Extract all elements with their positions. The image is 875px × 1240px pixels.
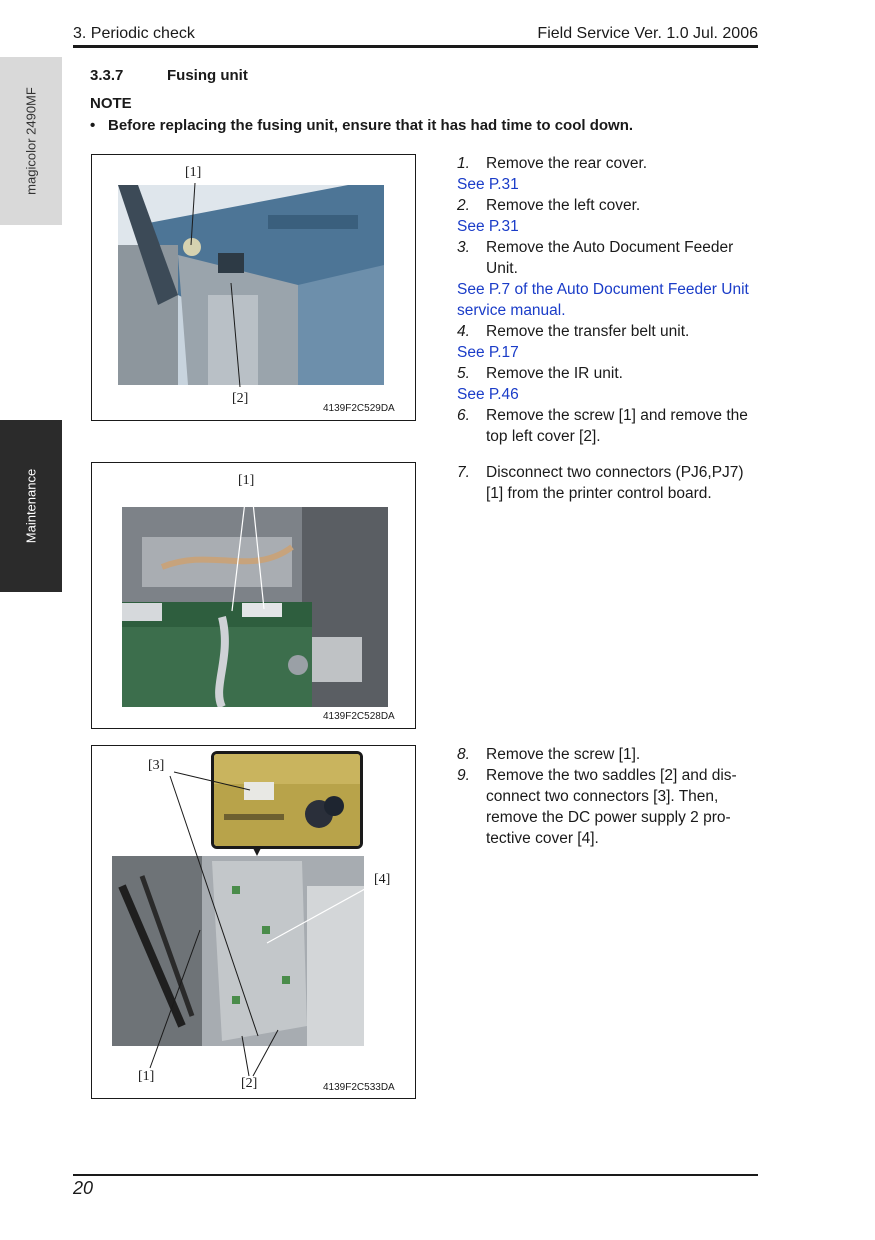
step-number: 1. (457, 155, 470, 172)
step-number: 3. (457, 239, 470, 256)
side-tab-maintenance (0, 420, 62, 592)
step-item (457, 153, 762, 195)
figure-1-code: 4139F2C529DA (323, 403, 395, 414)
step-item (457, 363, 762, 405)
step-item (457, 462, 762, 504)
running-header-chapter: 3. Periodic check (73, 25, 195, 42)
page-reference-link[interactable]: See P.46 (457, 386, 519, 403)
step-number: 7. (457, 464, 470, 481)
figure-3-callout-3: [3] (148, 758, 165, 773)
figure-1-callout-2: [2] (232, 391, 249, 406)
figure-3-callout-2: [2] (241, 1076, 258, 1091)
page-reference-link[interactable]: See P.31 (457, 176, 519, 193)
step-item (457, 744, 762, 765)
step-number: 6. (457, 407, 470, 424)
note-item (90, 117, 633, 134)
step-item (457, 195, 762, 237)
step-item (457, 765, 762, 849)
side-tab-maintenance-label: Maintenance (23, 468, 39, 544)
step-number: 2. (457, 197, 470, 214)
footer-rule (73, 1174, 758, 1176)
step-number: 5. (457, 365, 470, 382)
step-text: Remove the screw [1] and remove the top left cover [2]. (486, 407, 748, 445)
note-text: Before replacing the fusing unit, ensure that it has had time to cool down. (108, 117, 634, 134)
section-title: Fusing unit (167, 67, 248, 84)
figure-3-photo (112, 856, 364, 1046)
step-number: 8. (457, 746, 470, 763)
procedure-steps-block-1 (457, 153, 762, 447)
step-number: 9. (457, 767, 470, 784)
step-item (457, 237, 762, 321)
step-item (457, 321, 762, 363)
figure-3-code: 4139F2C533DA (323, 1082, 395, 1093)
page-reference-link[interactable]: See P.17 (457, 344, 519, 361)
step-text: Remove the Auto Document Feeder Unit. (486, 239, 734, 277)
figure-1-photo (118, 185, 384, 385)
procedure-steps-block-3 (457, 744, 762, 849)
section-number: 3.3.7 (90, 67, 124, 84)
step-number: 4. (457, 323, 470, 340)
step-text: Remove the IR unit. (486, 365, 623, 382)
header-rule (73, 45, 758, 48)
figure-3 (91, 745, 416, 1099)
note-bullet: • (90, 117, 96, 134)
figure-3-callout-4: [4] (374, 872, 391, 887)
step-text: Remove the transfer belt unit. (486, 323, 690, 340)
figure-2-code: 4139F2C528DA (323, 711, 395, 722)
page-reference-link[interactable]: See P.7 of the Auto Document Feeder Unit service manual. (457, 281, 749, 319)
step-item (457, 405, 762, 447)
running-header-edition: Field Service Ver. 1.0 Jul. 2006 (537, 25, 758, 42)
figure-2 (91, 462, 416, 729)
step-text: Remove the left cover. (486, 197, 641, 214)
figure-2-callout-1: [1] (238, 473, 255, 488)
figure-3-callout-1: [1] (138, 1069, 155, 1084)
step-text: Remove the rear cover. (486, 155, 648, 172)
page-reference-link[interactable]: See P.31 (457, 218, 519, 235)
procedure-steps-block-2 (457, 462, 762, 504)
figure-1-callout-1: [1] (185, 165, 202, 180)
side-tab-model-label: magicolor 2490MF (23, 87, 39, 195)
side-tab-model (0, 57, 62, 225)
figure-1 (91, 154, 416, 421)
note-heading: NOTE (90, 95, 132, 112)
step-text: Disconnect two connectors (PJ6,PJ7) [1] from the printer control board. (486, 464, 744, 502)
step-text: Remove the two saddles [2] and dis-connect two connectors [3]. Then, remove the DC power supply 2 pro-tective cover [4]. (486, 767, 737, 847)
figure-2-photo (122, 507, 388, 707)
page-number: 20 (73, 1178, 94, 1198)
step-text: Remove the screw [1]. (486, 746, 641, 763)
figure-3-inset-photo (211, 751, 363, 849)
